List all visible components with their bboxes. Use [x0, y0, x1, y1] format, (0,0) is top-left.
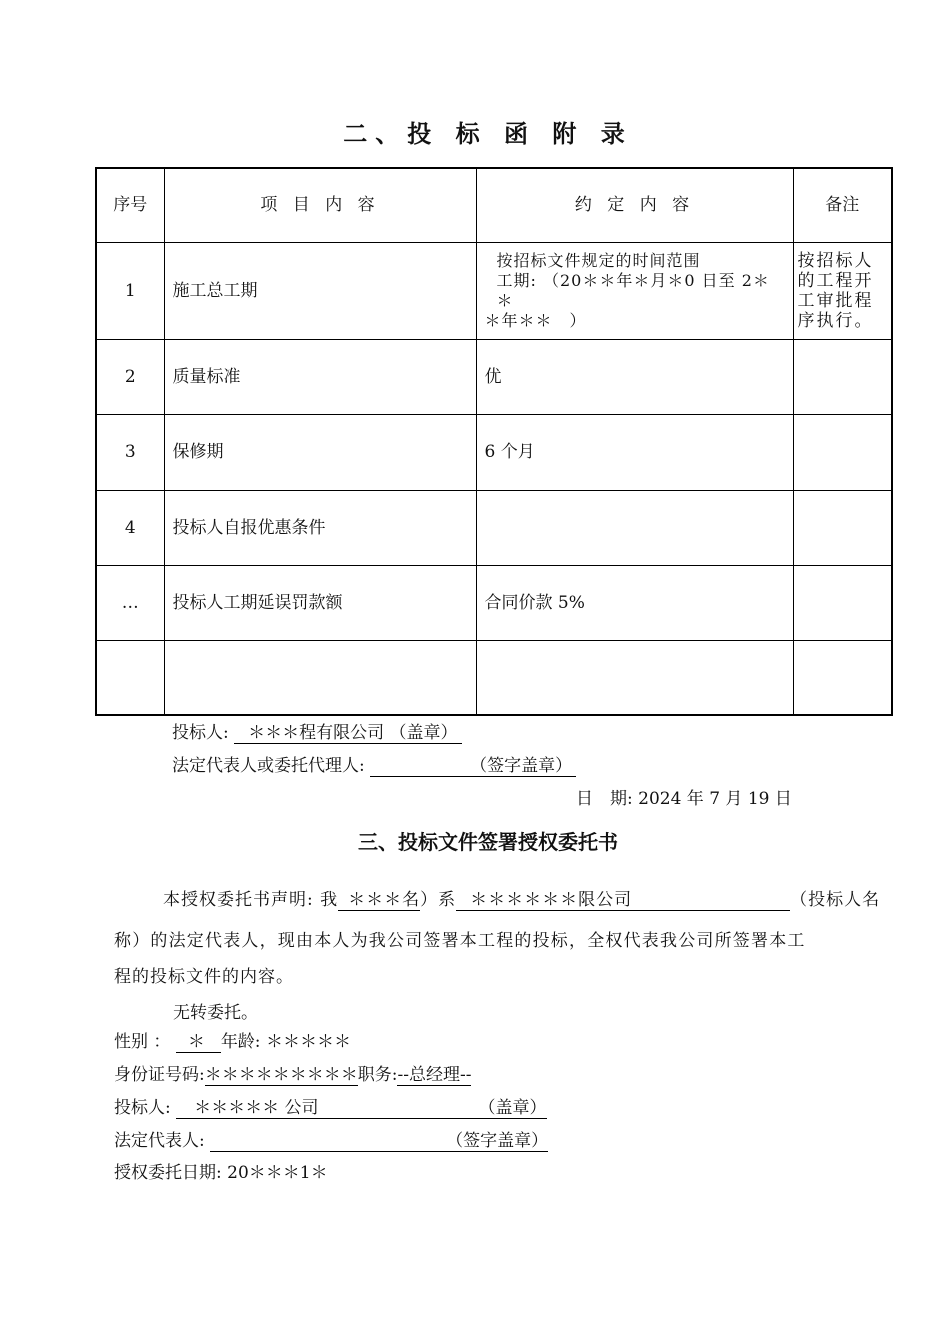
- header-note: 备注: [793, 168, 892, 242]
- row-note: [793, 490, 892, 565]
- row-content: [476, 640, 793, 715]
- table-header-row: [96, 168, 892, 242]
- authorization-title: 三、投标文件签署授权委托书: [358, 830, 618, 854]
- auth-para-line-3: 程的投标文件的内容。: [114, 967, 294, 987]
- position-value: --总经理--: [397, 1060, 471, 1086]
- content-line-2: 工期: （20＊＊年＊月＊0 日至 2＊＊: [496, 270, 770, 310]
- row-item: 投标人工期延误罚款额: [164, 565, 476, 640]
- row-note: [793, 414, 892, 490]
- gender-value: ＊: [176, 1027, 221, 1053]
- auth-name-value: ＊＊＊名: [338, 885, 420, 911]
- auth-gender-age-line: [114, 1027, 351, 1053]
- gender-label: 性别 ：: [114, 1032, 171, 1052]
- auth-bidder-line: [114, 1093, 547, 1119]
- row-content: 合同价款 5%: [476, 565, 793, 640]
- table-row: [96, 242, 892, 339]
- position-label: 职务:: [357, 1065, 398, 1085]
- row-seq: [96, 640, 164, 715]
- auth-date-label: 授权委托日期:: [114, 1163, 222, 1183]
- row-content: 6 个月: [476, 414, 793, 490]
- auth-company-value: ＊＊＊＊＊＊限公司: [456, 885, 790, 911]
- header-seq: 序号: [96, 168, 164, 242]
- row-item: [164, 640, 476, 715]
- row-note: [793, 640, 892, 715]
- row-content: 优: [476, 339, 793, 414]
- auth-bidder-seal: （盖章）: [478, 1098, 547, 1118]
- auth-id-line: [114, 1060, 471, 1086]
- age-label: 年龄:: [220, 1032, 266, 1052]
- row-seq: 2: [96, 339, 164, 414]
- age-value: ＊＊＊＊＊: [265, 1032, 351, 1052]
- row-item: 施工总工期: [164, 242, 476, 339]
- row-content: [476, 242, 793, 339]
- content-line-3: ＊年＊＊ ）: [484, 310, 587, 330]
- row-seq: 4: [96, 490, 164, 565]
- row-item: 保修期: [164, 414, 476, 490]
- auth-date-line: [114, 1158, 328, 1183]
- auth-rep-line: [114, 1126, 548, 1152]
- id-value: ＊＊＊＊＊＊＊＊＊: [205, 1060, 358, 1086]
- appendix-rep-line: [172, 751, 576, 777]
- table-row: [96, 490, 892, 565]
- table-row: [96, 565, 892, 640]
- auth-para-text: 本授权委托书声明: 我: [163, 890, 339, 910]
- auth-para-line-2: 称）的法定代表人，现由本人为我公司签署本工程的投标，全权代表我公司所签署本工: [114, 931, 806, 951]
- row-seq: 1: [96, 242, 164, 339]
- auth-para-line-1: [163, 885, 880, 911]
- appendix-rep-label: 法定代表人或委托代理人:: [172, 756, 365, 776]
- table-row: [96, 414, 892, 490]
- auth-bidder-label: 投标人:: [114, 1098, 171, 1118]
- auth-bidder-value: ＊＊＊＊＊ 公司: [194, 1098, 319, 1118]
- row-seq: …: [96, 565, 164, 640]
- header-item: 项 目 内 容: [164, 168, 476, 242]
- auth-date-value: 20＊＊＊1＊: [227, 1163, 328, 1183]
- auth-rep-seal: （签字盖章）: [210, 1126, 548, 1152]
- auth-bidder-field: [176, 1093, 546, 1119]
- auth-no-transfer: 无转委托。: [173, 1003, 258, 1023]
- auth-para-text: ）系: [420, 890, 457, 910]
- row-item: 投标人自报优惠条件: [164, 490, 476, 565]
- appendix-bidder-value: ＊＊＊程有限公司 （盖章）: [234, 718, 461, 744]
- content-line-1: 按招标文件规定的时间范围: [496, 250, 701, 270]
- row-note: [793, 339, 892, 414]
- header-content: 约 定 内 容: [476, 168, 793, 242]
- appendix-rep-value: （签字盖章）: [370, 751, 576, 777]
- appendix-date: 日 期: 2024 年 7 月 19 日: [576, 789, 792, 809]
- table-row: [96, 339, 892, 414]
- table-row: [96, 640, 892, 715]
- row-seq: 3: [96, 414, 164, 490]
- row-content: [476, 490, 793, 565]
- appendix-bidder-line: [172, 718, 462, 744]
- row-note: 按招标人的工程开工审批程序执行。: [793, 242, 892, 339]
- id-label: 身份证号码:: [114, 1065, 205, 1085]
- appendix-title: 二、投 标 函 附 录: [343, 119, 633, 148]
- auth-para-text: （投标人名: [790, 890, 881, 910]
- row-item: 质量标准: [164, 339, 476, 414]
- appendix-bidder-label: 投标人:: [172, 723, 229, 743]
- appendix-table: [95, 167, 893, 716]
- auth-rep-label: 法定代表人:: [114, 1131, 205, 1151]
- row-note: [793, 565, 892, 640]
